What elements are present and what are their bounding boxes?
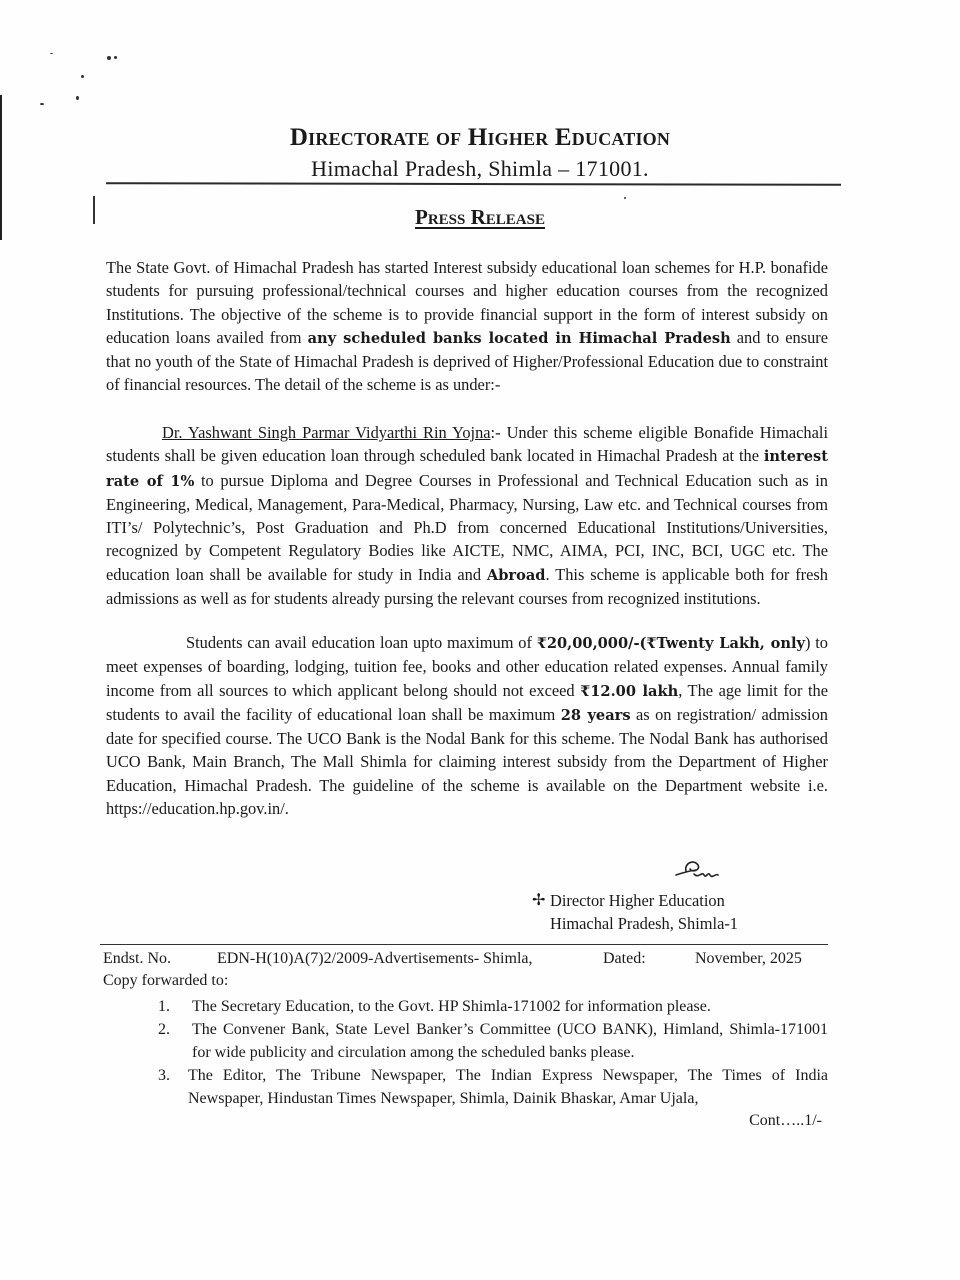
scheme-name: Dr. Yashwant Singh Parmar Vidyarthi Rin Yojna: [162, 423, 491, 442]
recipient-list: [158, 995, 828, 1110]
list-text: The Convener Bank, State Level Banker’s Committee (UCO BANK), Himland, Shimla-171001 for wide publicity and circulation among the scheduled banks please.: [192, 1021, 828, 1061]
bold-run: interest rate of 1%: [106, 448, 828, 490]
endorsement-line: [103, 948, 821, 970]
text-run: as on registration/ admission date for specified course. The UCO Bank is the Nodal Bank for this scheme. The Nodal Bank has authorised UCO Bank, Main Branch, The Mall Shimla for claiming interest subsidy from the Department of Higher Education, Himachal Pradesh. The guideline of the scheme is available on the Department website i.e.: [106, 704, 828, 795]
list-item: [158, 995, 828, 1018]
endorsement-number: EDN-H(10)A(7)2/2009-Advertisements- Shimla,: [217, 950, 533, 967]
copy-forwarded-label: Copy forwarded to:: [103, 972, 229, 989]
scan-speck: [81, 75, 84, 78]
dated-label: Dated:: [603, 950, 646, 967]
bold-run: Abroad: [486, 566, 546, 584]
intro-paragraph: [106, 256, 828, 397]
signature-icon: [674, 857, 722, 887]
scan-speck: [76, 96, 79, 100]
continued-marker: Cont…..1/-: [749, 1112, 822, 1129]
text-run: The State Govt. of Himachal Pradesh has started Interest subsidy educational loan schemes for H.P. bonafide students for pursuing professional/technical courses and higher education courses from the recognized Institutions. The objective of the scheme is to provide financial support in the form of interest subsidy on education loans availed from: [106, 258, 828, 347]
scan-speck: [40, 103, 44, 105]
list-text: The Editor, The Tribune Newspaper, The Indian Express Newspaper, The Times of India Newspaper, Hindustan Times Newspaper, Shimla, Dainik Bhaskar, Amar Ujala,: [188, 1067, 828, 1107]
document-title: Press Release: [415, 205, 545, 229]
scan-speck: [107, 56, 111, 60]
list-item: [158, 1064, 828, 1110]
list-number: 2.: [158, 1021, 170, 1038]
scan-speck: [624, 197, 626, 199]
bold-run: ₹12.00 lakh: [580, 682, 679, 700]
list-text: The Secretary Education, to the Govt. HP Shimla-171002 for information please.: [192, 998, 711, 1015]
scan-speck: [50, 53, 53, 54]
letterhead-title: Directorate of Higher Education: [289, 124, 671, 151]
letterhead-divider: [106, 182, 841, 186]
text-run: :- Under this scheme eligible Bonafide Himachali students shall be given education loan through scheduled bank located in Himachal Pradesh at the: [106, 423, 828, 466]
signature-block: [534, 889, 738, 935]
loan-details-paragraph: [106, 631, 828, 820]
list-item: [158, 1018, 828, 1064]
cross-mark-icon: ✢: [532, 892, 546, 909]
text-run: . This scheme is applicable both for fresh admissions as well as for students already pursing the relevant courses from recognized institutions.: [106, 564, 828, 609]
text-run: , The age limit for the students to avail the facility of educational loan shall be maximum: [106, 680, 829, 724]
scheme-paragraph: [106, 421, 828, 610]
bold-run: any scheduled banks located in Himachal Pradesh: [307, 329, 731, 347]
list-number: 3.: [158, 1067, 170, 1084]
website-link[interactable]: https://education.hp.gov.in/.: [106, 799, 289, 819]
text-run: to pursue Diploma and Degree Courses in Professional and Technical Education such as in Engineering, Medical, Management, Para-Medical, Pharmacy, Nursing, Law etc. and Technical courses from ITI’s/ Polytechnic’s, Post Graduation and Ph.D from concerned Educational Institutions/Universities, recognized by Competent Regulatory Bodies like AICTE, NMC, AIMA, PCI, INC, BCI, UGC etc. The education loan shall be available for study in India and: [106, 470, 828, 584]
endorsement-number-label: Endst. No.: [103, 950, 171, 967]
signatory-designation: Director Higher Education: [550, 891, 725, 910]
bold-run: 28 years: [560, 706, 631, 724]
endorsement-divider: [100, 944, 828, 945]
signatory-location: Himachal Pradesh, Shimla-1: [550, 914, 738, 933]
bold-run: ₹20,00,000/-(₹Twenty Lakh, only: [536, 635, 805, 652]
text-run: Students can avail education loan upto maximum of: [186, 633, 537, 652]
text-run: ) to meet expenses of boarding, lodging, tuition fee, books and other education related expenses. Annual family income from all sources to which applicant belong should not exceed: [106, 633, 828, 700]
scan-speck: [114, 56, 117, 59]
dated-value: November, 2025: [695, 950, 802, 967]
letterhead-address: Himachal Pradesh, Shimla – 171001.: [311, 156, 649, 181]
text-run: and to ensure that no youth of the State of Himachal Pradesh is deprived of Higher/Professional Education due to constraint of financial resources. The detail of the scheme is as under:-: [106, 327, 828, 395]
list-number: 1.: [158, 998, 170, 1015]
